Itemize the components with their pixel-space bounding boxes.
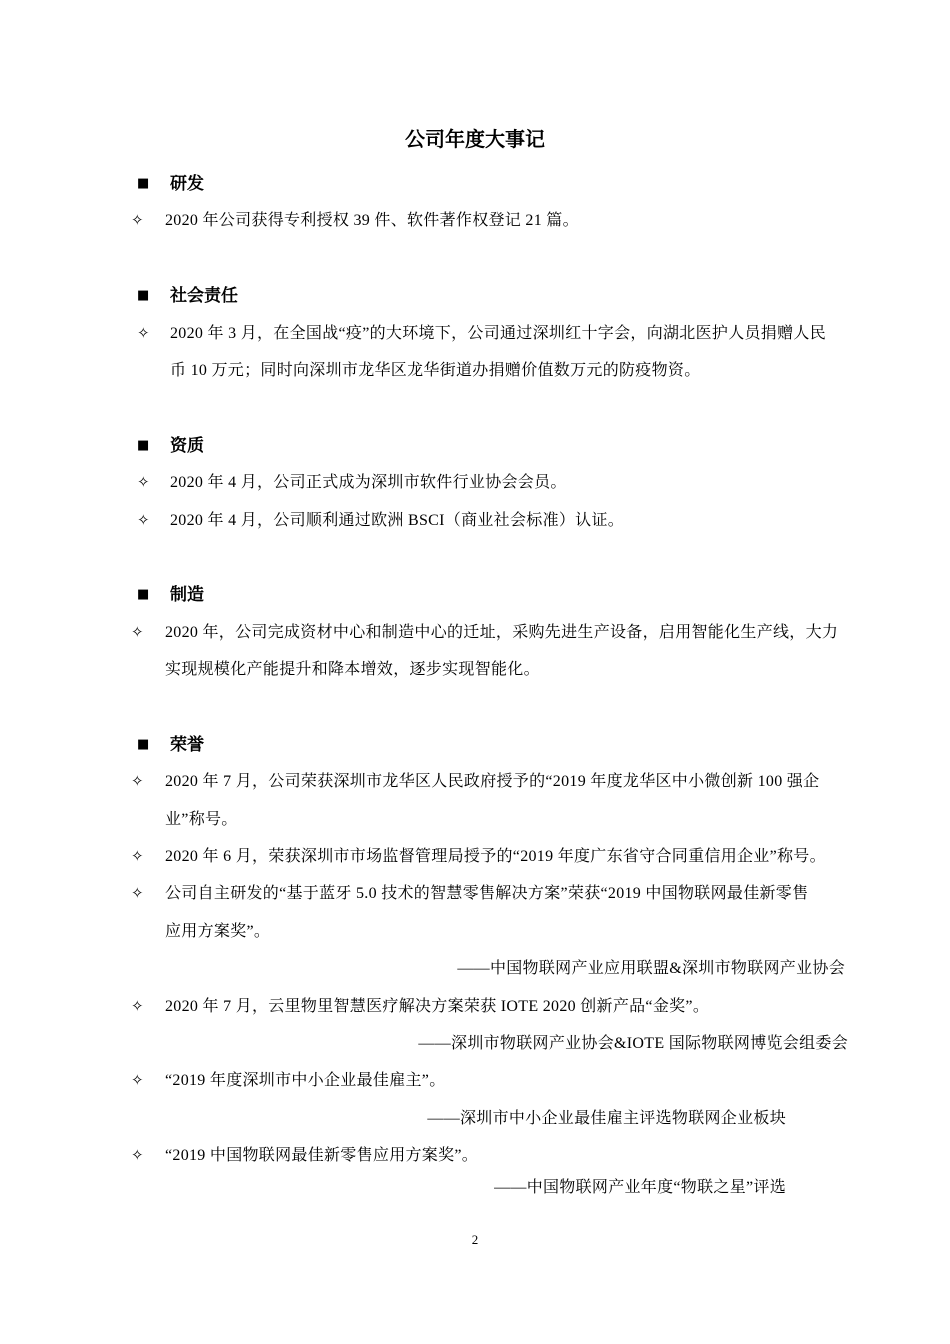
award-source: ——深圳市中小企业最佳雇主评选物联网企业板块 (427, 1109, 786, 1127)
section-rnd (0, 165, 950, 240)
item-text-line: 公司自主研发的“基于蓝牙 5.0 技术的智慧零售解决方案”荣获“2019 中国物联网最佳新零售 (165, 885, 809, 903)
section-heading-text: 社会责任 (170, 286, 238, 306)
list-item (0, 315, 950, 390)
item-text-line: “2019 年度深圳市中小企业最佳雇主”。 (165, 1072, 446, 1090)
list-item (0, 988, 950, 1063)
star-bullet-icon: ✧ (131, 1071, 144, 1090)
star-bullet-icon: ✧ (131, 847, 144, 866)
star-bullet-icon: ✧ (137, 323, 150, 342)
star-bullet-icon: ✧ (131, 211, 144, 230)
section-heading (0, 427, 950, 464)
list-item (0, 1062, 950, 1137)
item-text-line: 2020 年 7 月，公司荣获深圳市龙华区人民政府授予的“2019 年度龙华区中小微创新 100 强企 (165, 773, 820, 791)
item-text-line: 2020 年 7 月，云里物里智慧医疗解决方案荣获 IOTE 2020 创新产品“金奖”。 (165, 997, 710, 1015)
star-bullet-icon: ✧ (137, 473, 150, 492)
star-bullet-icon: ✧ (131, 622, 144, 641)
section-heading (0, 277, 950, 314)
page-number: 2 (471, 1232, 479, 1247)
section-heading (0, 576, 950, 613)
award-source: ——深圳市物联网产业协会&IOTE 国际物联网博览会组委会 (418, 1034, 848, 1052)
item-text-line: 业”称号。 (165, 810, 238, 828)
item-text-line: 应用方案奖”。 (165, 922, 271, 940)
section-heading-text: 研发 (170, 174, 204, 193)
list-item (0, 202, 950, 239)
item-text-line: 2020 年 3 月，在全国战“疫”的大环境下，公司通过深圳红十字会，向湖北医护人员捐赠人民 (170, 324, 827, 342)
square-bullet-icon: ■ (137, 736, 150, 752)
section-heading (0, 165, 950, 202)
star-bullet-icon: ✧ (131, 884, 144, 903)
star-bullet-icon: ✧ (131, 772, 144, 791)
section-social-responsibility (0, 277, 950, 389)
section-heading (0, 726, 950, 763)
square-bullet-icon: ■ (137, 437, 150, 453)
document-body (0, 118, 950, 1206)
item-text-line: 2020 年 4 月，公司顺利通过欧洲 BSCI（商业社会标准）认证。 (170, 511, 625, 529)
star-bullet-icon: ✧ (131, 1146, 144, 1165)
list-item (0, 1137, 950, 1206)
section-qualifications (0, 427, 950, 539)
list-item (0, 763, 950, 838)
square-bullet-icon: ■ (137, 176, 150, 191)
list-item (0, 502, 950, 539)
item-text-line: 2020 年，公司完成资材中心和制造中心的迁址，采购先进生产设备，启用智能化生产线，大力 (165, 623, 839, 641)
item-text-line: 2020 年 4 月，公司正式成为深圳市软件行业协会会员。 (170, 474, 567, 492)
item-text-line: 2020 年 6 月，荣获深圳市市场监督管理局授予的“2019 年度广东省守合同重信用企业”称号。 (165, 848, 826, 866)
list-item (0, 464, 950, 501)
award-source: ——中国物联网产业年度“物联之星”评选 (494, 1178, 786, 1196)
star-bullet-icon: ✧ (131, 996, 144, 1015)
list-item (0, 838, 950, 875)
list-item (0, 875, 950, 987)
section-heading-text: 资质 (170, 435, 204, 455)
list-item (0, 614, 950, 689)
star-bullet-icon: ✧ (137, 510, 150, 529)
item-text-line: 币 10 万元；同时向深圳市龙华区龙华街道办捐赠价值数万元的防疫物资。 (170, 361, 701, 379)
item-text-line: 实现规模化产能提升和降本增效，逐步实现智能化。 (165, 661, 540, 679)
page-title: 公司年度大事记 (405, 129, 545, 151)
square-bullet-icon: ■ (137, 288, 150, 304)
item-text-line: 2020 年公司获得专利授权 39 件、软件著作权登记 21 篇。 (165, 212, 579, 230)
award-source: ——中国物联网产业应用联盟&深圳市物联网产业协会 (457, 960, 845, 978)
section-heading-text: 制造 (170, 585, 204, 605)
section-honors (0, 726, 950, 1206)
section-heading-text: 荣誉 (170, 734, 204, 754)
item-text-line: “2019 中国物联网最佳新零售应用方案奖”。 (165, 1147, 479, 1165)
section-manufacturing (0, 576, 950, 688)
square-bullet-icon: ■ (137, 587, 150, 603)
